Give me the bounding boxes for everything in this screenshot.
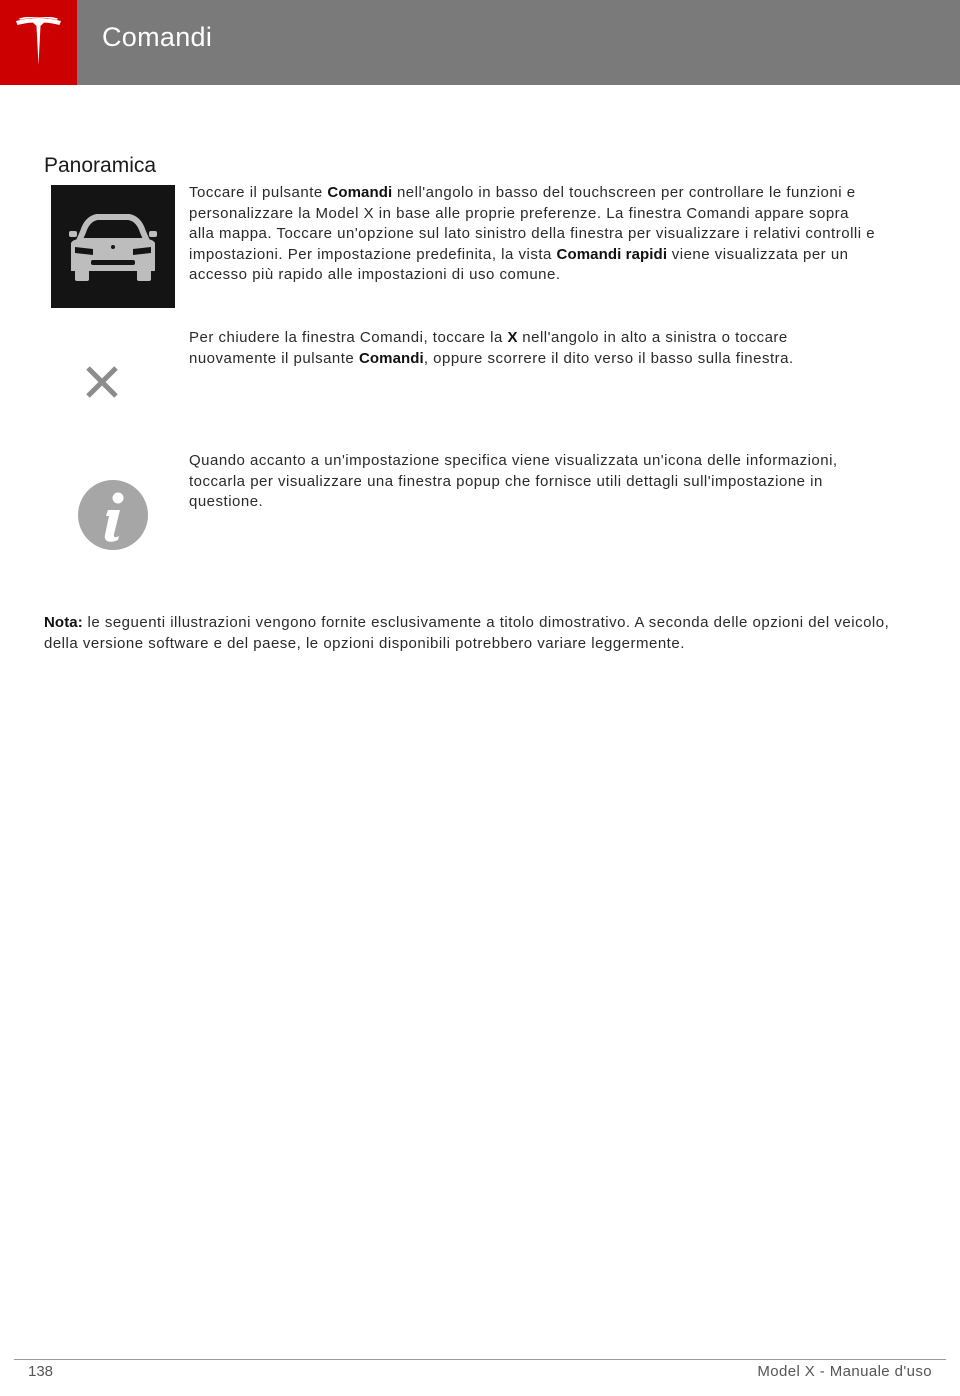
controls-button-label: Comandi — [358, 349, 424, 367]
text-segment: Per chiudere la finestra Comandi, toccare la — [189, 329, 508, 346]
text-segment: nell'angolo in basso del touchscreen per controllare le funzioni e personalizzare la Model X in base alle proprie preferenze. La finestra Comandi appare sopra alla mappa. Toccare un'opzione sul lato sinistro della finestra per visualizzare i relativi controlli e impostazioni. Per impostazione predefinita, la vista — [189, 184, 876, 263]
section-title: Panoramica — [44, 154, 157, 178]
note-paragraph — [44, 613, 894, 654]
controls-button-label: Comandi — [327, 184, 393, 201]
car-front-icon — [51, 185, 175, 308]
document-name: Model X - Manuale d'uso — [757, 1363, 932, 1380]
note-text: le seguenti illustrazioni vengono fornite esclusivamente a titolo dimostrativo. A seconda delle opzioni del veicolo, della versione software e del paese, le opzioni disponibili potrebbero variare leggermente. — [44, 614, 890, 652]
close-window-description — [189, 328, 879, 369]
info-icon — [78, 480, 148, 550]
info-icon-description: Quando accanto a un'impostazione specifica viene visualizzata un'icona delle informazioni, toccarla per visualizzare una finestra popup che fornisce utili dettagli sull'impostazione in questione. — [189, 452, 838, 511]
note-label: Nota: — [44, 614, 83, 631]
footer-divider — [14, 1359, 946, 1360]
tesla-logo-icon — [14, 17, 63, 67]
quick-controls-label: Comandi rapidi — [556, 245, 668, 263]
close-icon — [84, 364, 120, 400]
text-segment: , oppure scorrere il dito verso il basso sulla finestra. — [423, 349, 794, 367]
page-header-title: Comandi — [102, 22, 213, 52]
x-label: X — [507, 329, 518, 346]
text-segment: viene visualizzata per un accesso più rapido alle impostazioni di uso comune. — [189, 245, 849, 284]
controls-button-description — [189, 183, 879, 286]
text-segment: Toccare il pulsante — [189, 184, 328, 201]
page-header — [0, 0, 960, 85]
text-segment: nell'angolo in alto a sinistra o toccare nuovamente il pulsante — [189, 329, 788, 367]
page-number: 138 — [28, 1363, 54, 1380]
logo-box — [0, 0, 77, 85]
